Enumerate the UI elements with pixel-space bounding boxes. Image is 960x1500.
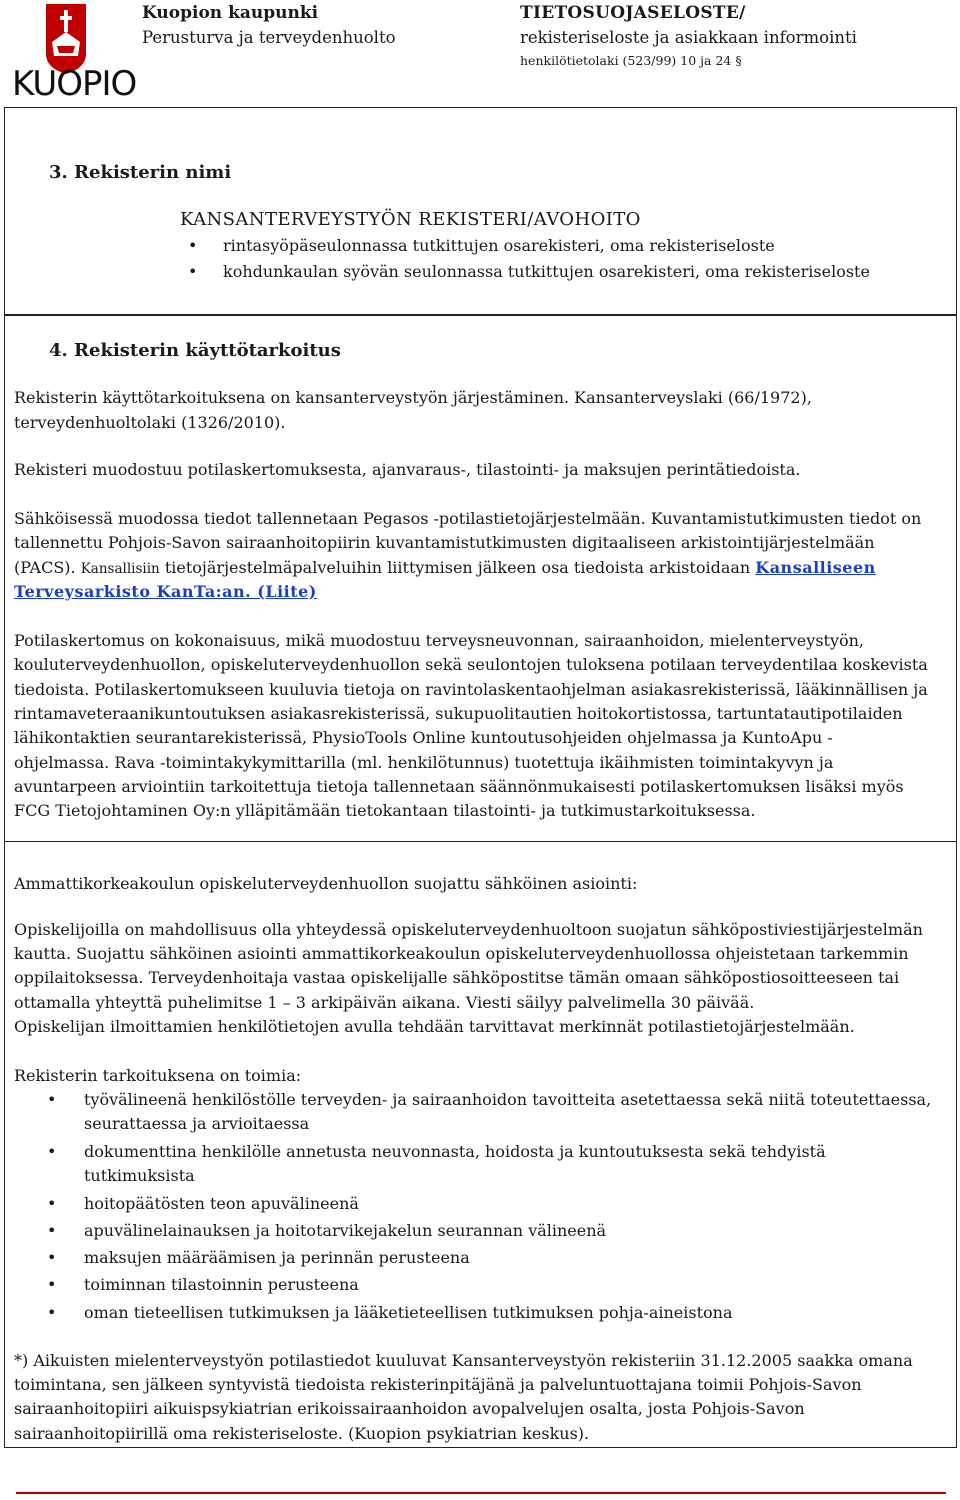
kanta-link-part1[interactable]: Kansalliseen <box>755 558 876 577</box>
section-3-item: rintasyöpäseulonnassa tutkittujen osarekisteri, oma rekisteriseloste <box>223 236 775 255</box>
doc-subtitle: rekisteriseloste ja asiakkaan informointi <box>520 28 857 47</box>
purpose-item: maksujen määräämisen ja perinnän perusteena <box>84 1248 470 1267</box>
electronic-storage-line: Sähköisessä muodossa tiedot tallennetaan Pegasos -potilastietojärjestelmään. Kuvantamistutkimusten tiedot on <box>14 509 922 528</box>
bullet-icon: • <box>47 1090 57 1109</box>
bullet-icon: • <box>188 262 198 281</box>
purpose-item: apuvälinelainauksen ja hoitotarvikejakelun seurannan välineenä <box>84 1221 607 1240</box>
org-unit: Perusturva ja terveydenhuolto <box>142 28 396 47</box>
record-description-line: FCG Tietojohtaminen Oy:n ylläpitämään tietokantaan tilastointi- ja tutkimustarkoituksessa. <box>14 801 756 820</box>
footer-divider <box>16 1492 946 1494</box>
bullet-icon: • <box>47 1194 57 1213</box>
section-4-box <box>4 315 957 842</box>
section-3-box <box>4 107 957 315</box>
student-health-heading: Ammattikorkeakoulun opiskeluterveydenhuollon suojattu sähköinen asiointi: <box>14 874 638 893</box>
pacs-text: (PACS). <box>14 558 81 577</box>
section-4-title: 4. Rekisterin käyttötarkoitus <box>49 340 341 361</box>
student-health-line: kautta. Suojattu sähköinen asiointi ammattikorkeakoulun opiskeluterveydenhuollossa ohjeistetaan tarkemmin <box>14 944 909 963</box>
kanta-link-part2[interactable]: Terveysarkisto KanTa:an. (Liite) <box>14 582 317 601</box>
register-name: KANSANTERVEYSTYÖN REKISTERI/AVOHOITO <box>180 209 641 230</box>
footnote-line: *) Aikuisten mielenterveystyön potilastiedot kuuluvat Kansanterveystyön rekisteriin 31.12.2005 saakka omana <box>14 1351 913 1370</box>
student-health-line: oppilaitoksessa. Terveydenhoitaja vastaa opiskelijalle sähköpostitse tämän omaan sähköpostiosoitteeseen tai <box>14 968 900 987</box>
record-description-line: ohjelmassa. Rava -toimintakykymittarilla (ml. henkilötunnus) tuotettuja ikäihmisten toimintakyvyn ja <box>14 753 834 772</box>
purpose-item: hoitopäätösten teon apuvälineenä <box>84 1194 359 1213</box>
doc-title: TIETOSUOJASELOSTE/ <box>520 3 746 23</box>
kuopio-logo <box>12 2 137 106</box>
electronic-storage-line <box>14 556 876 581</box>
purpose-item: toiminnan tilastoinnin perusteena <box>84 1275 359 1294</box>
purpose-text-line: terveydenhuoltolaki (1326/2010). <box>14 413 286 432</box>
record-description-line: Potilaskertomus on kokonaisuus, mikä muodostuu terveysneuvonnan, sairaanhoidon, mielenterveystyön, <box>14 631 865 650</box>
student-health-line: ottamalla yhteyttä puhelimitse 1 – 3 arkipäivän aikana. Viesti säilyy palvelimella 30 päivää. <box>14 993 755 1012</box>
section-3-title: 3. Rekisterin nimi <box>49 162 232 183</box>
bullet-icon: • <box>47 1221 57 1240</box>
bullet-icon: • <box>47 1303 57 1322</box>
purpose-item-cont: seurattaessa ja arvioitaessa <box>84 1114 310 1133</box>
purpose-item: dokumenttina henkilölle annetusta neuvonnasta, hoidosta ja kuntoutuksesta sekä tehdyistä <box>84 1142 826 1161</box>
purpose-item: työvälineenä henkilöstölle terveyden- ja sairaanhoidon tavoitteita asetettaessa sekä niitä toteutettaessa, <box>84 1090 932 1109</box>
student-health-line: Opiskelijan ilmoittamien henkilötietojen avulla tehdään tarvittavat merkinnät potilastietojärjestelmään. <box>14 1017 855 1036</box>
register-content-text: Rekisteri muodostuu potilaskertomuksesta, ajanvaraus-, tilastointi- ja maksujen perintätiedoista. <box>14 460 801 479</box>
kansallisiin-text: Kansallisiin <box>80 561 160 577</box>
archive-text: tietojärjestelmäpalveluihin liittymisen jälkeen osa tiedoista arkistoidaan <box>159 558 756 577</box>
section-5-box <box>4 842 957 1448</box>
purpose-item: oman tieteellisen tutkimuksen ja lääketieteellisen tutkimuksen pohja-aineistona <box>84 1303 733 1322</box>
doc-law: henkilötietolaki (523/99) 10 ja 24 § <box>520 53 742 68</box>
record-description-line: lähikontaktien seurantarekisterissä, PhysioTools Online kuntoutusohjeiden ohjelmassa ja KuntoApu - <box>14 728 833 747</box>
record-description-line: kouluterveydenhuollon, opiskeluterveydenhuollon sekä seulontojen tuloksena potilaan terveydentilaa koskevista <box>14 655 928 674</box>
purpose-heading: Rekisterin tarkoituksena on toimia: <box>14 1066 302 1085</box>
bullet-icon: • <box>47 1275 57 1294</box>
record-description-line: tiedoista. Potilaskertomukseen kuuluvia tietoja on ravintolaskentaohjelman asiakasrekisterissä, lääkinnällisen ja <box>14 680 928 699</box>
record-description-line: avuntarpeen arviointiin tarkoitettuja tietoja tallennetaan säännönmukaisesti potilaskertomuksen lisäksi myös <box>14 777 904 796</box>
footnote-line: sairaanhoitopiirillä oma rekisteriseloste. (Kuopion psykiatrian keskus). <box>14 1424 590 1443</box>
footnote-line: toimintana, sen jälkeen syntyvistä tiedoista rekisterinpitäjänä ja palveluntuottajana toimii Pohjois-Savon <box>14 1375 862 1394</box>
purpose-text-line: Rekisterin käyttötarkoituksena on kansanterveystyön järjestäminen. Kansanterveyslaki (66/1972), <box>14 388 812 407</box>
record-description-line: rintamaveteraanikuntoutuksen asiakasrekisterissä, sukupuolitautien hoitokortistossa, tartuntatautipotilaiden <box>14 704 903 723</box>
student-health-line: Opiskelijoilla on mahdollisuus olla yhteydessä opiskeluterveydenhuoltoon suojatun sähköpostiviestijärjestelmän <box>14 920 923 939</box>
purpose-item-cont: tutkimuksista <box>84 1166 195 1185</box>
org-name: Kuopion kaupunki <box>142 3 319 23</box>
bullet-icon: • <box>188 236 198 255</box>
footnote-line: sairaanhoitopiiri aikuispsykiatrian erikoissairaanhoidon avopalvelujen osalta, josta Pohjois-Savon <box>14 1399 805 1418</box>
bullet-icon: • <box>47 1142 57 1161</box>
bullet-icon: • <box>47 1248 57 1267</box>
logo-text: KUOPIO <box>12 64 137 104</box>
section-3-item: kohdunkaulan syövän seulonnassa tutkittujen osarekisteri, oma rekisteriseloste <box>223 262 870 281</box>
electronic-storage-line: tallennettu Pohjois-Savon sairaanhoitopiirin kuvantamistutkimusten digitaaliseen arkistointijärjestelmään <box>14 533 875 552</box>
